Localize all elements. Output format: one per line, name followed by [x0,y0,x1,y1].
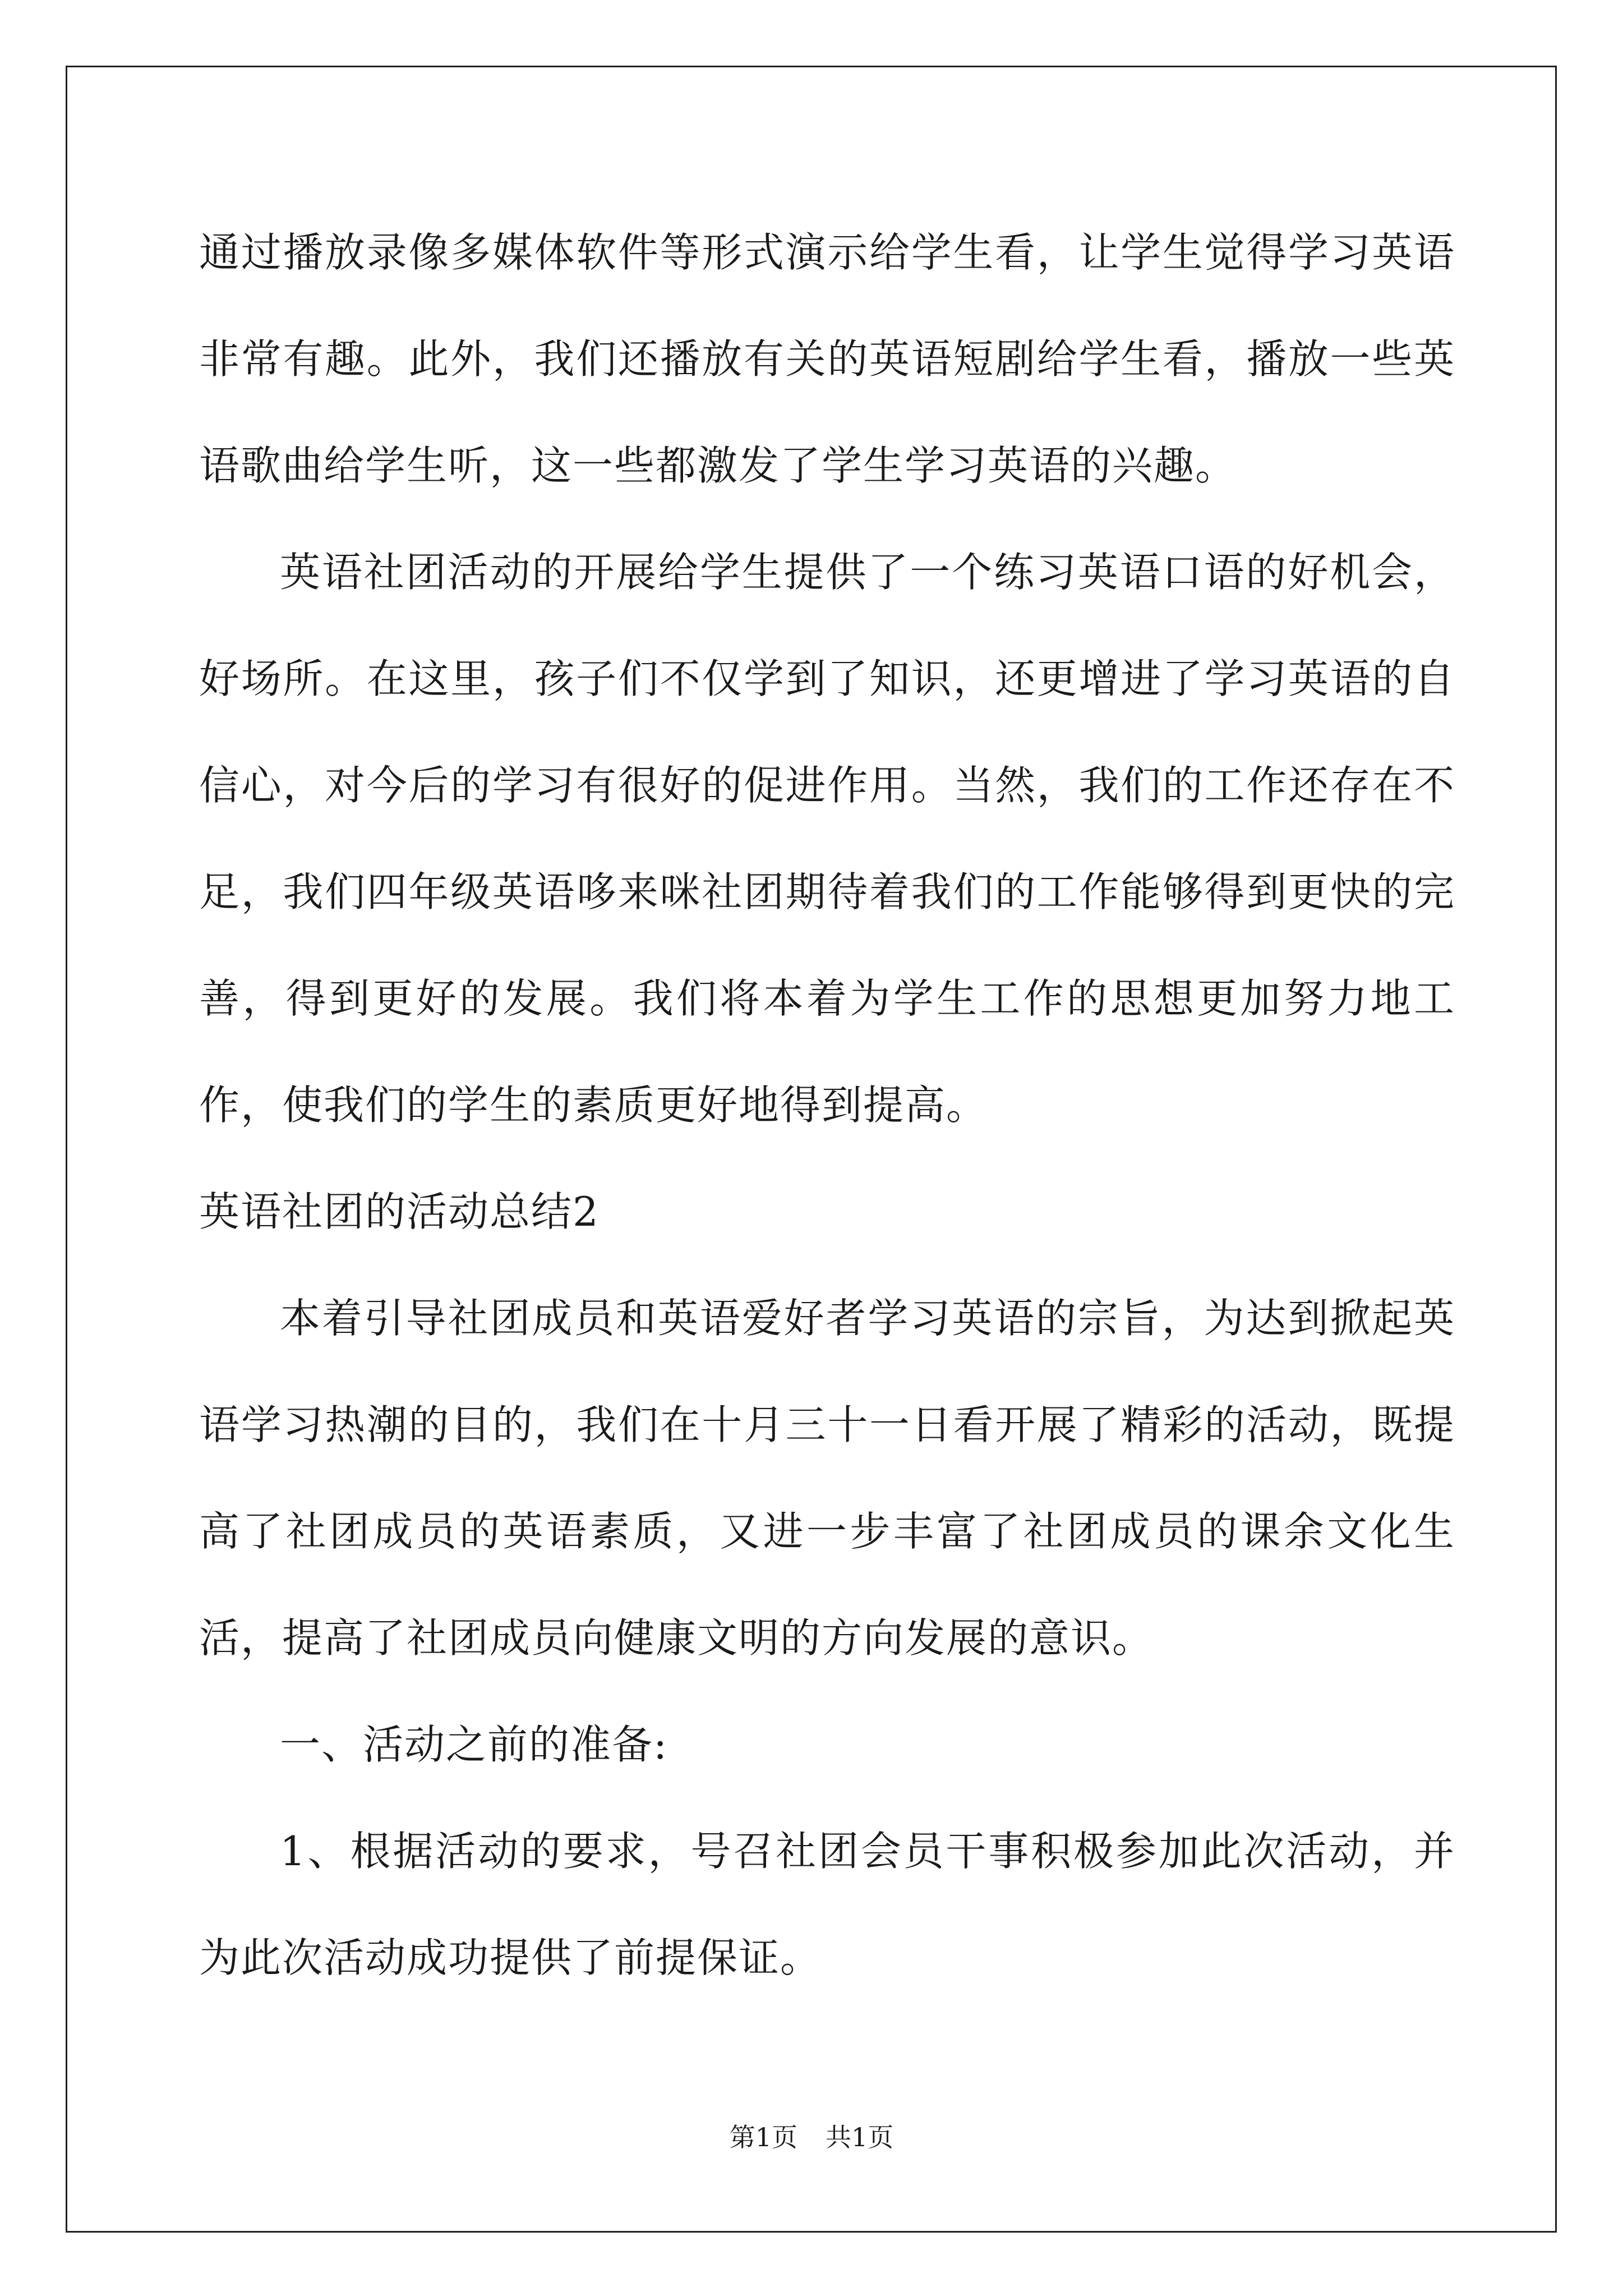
subheading-preparation: 一、活动之前的准备: [280,1721,668,1768]
page-footer [0,2120,1623,2154]
paragraph-3: 本着引导社团成员和英语爱好者学习英语的宗旨，为达到掀起英语学习热潮的目的，我们在十月三十一日看开展了精彩的活动，既提高了社团成员的英语素质，又进一步丰富了社团成员的课余文化生活，提高了社团成员向健康文明的方向发展的意识。 [199,1295,1455,1662]
page-number: 第1页 [729,2122,797,2152]
paragraph-4: 1、根据活动的要求，号召社团会员干事积极参加此次活动，并为此次活动成功提供了前提保证。 [199,1828,1455,1981]
paragraph-2: 英语社团活动的开展给学生提供了一个练习英语口语的好机会，好场所。在这里，孩子们不仅学到了知识，还更增进了学习英语的自信心，对今后的学习有很好的促进作用。当然，我们的工作还存在不足，我们四年级英语哆来咪社团期待着我们的工作能够得到更快的完善，得到更好的发展。我们将本着为学生工作的思想更加努力地工作，使我们的学生的素质更好地得到提高。 [199,549,1455,1129]
page-total: 共1页 [826,2122,894,2152]
document-body [199,199,1455,2011]
section-heading: 英语社团的活动总结2 [199,1188,600,1235]
paragraph-1: 通过播放录像多媒体软件等形式演示给学生看，让学生觉得学习英语非常有趣。此外，我们还播放有关的英语短剧给学生看，播放一些英语歌曲给学生听，这一些都激发了学生学习英语的兴趣。 [199,229,1455,489]
